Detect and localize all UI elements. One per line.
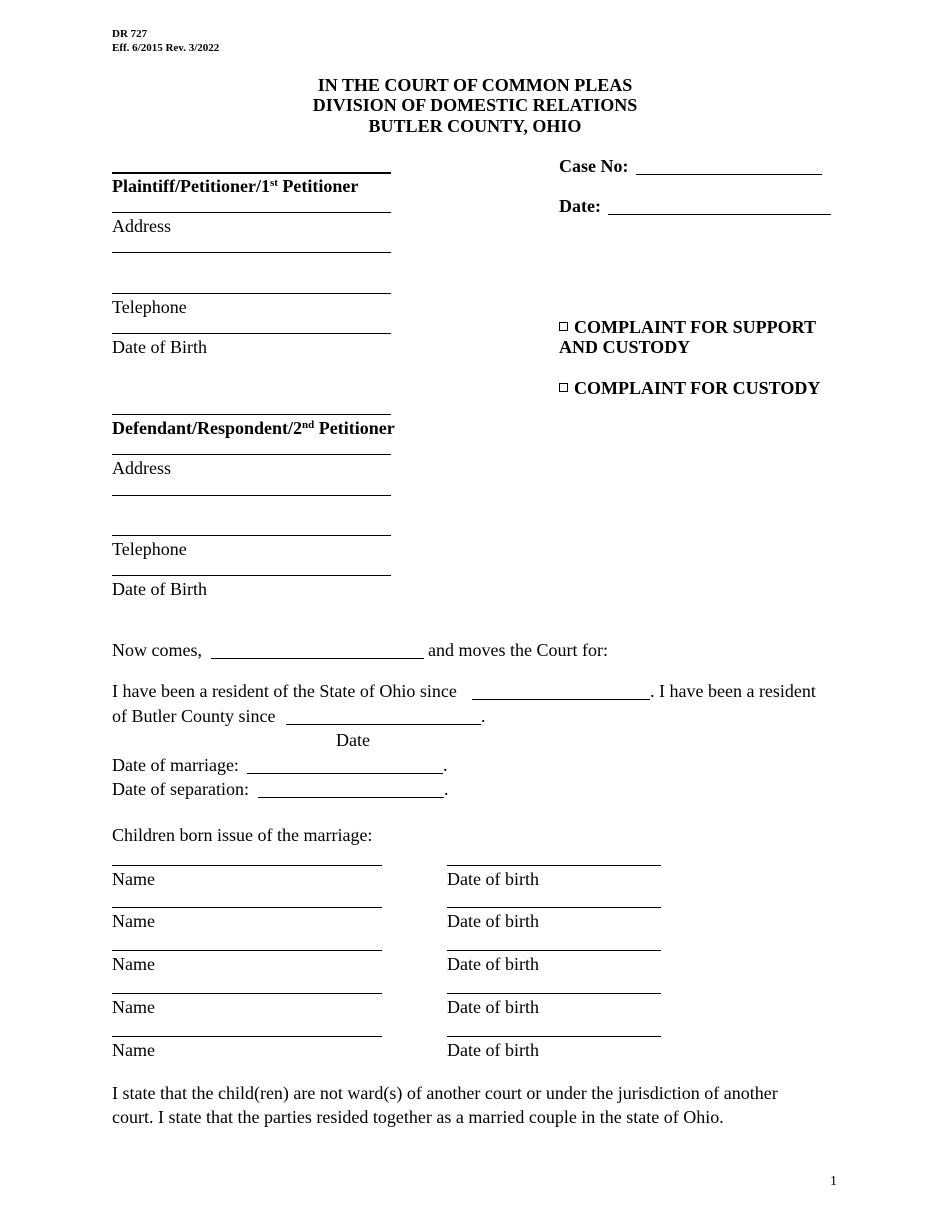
defendant-address-line-2[interactable] [112,495,391,496]
case-no-field[interactable] [636,174,822,175]
child-dob-label: Date of birth [447,911,539,931]
defendant-name-line[interactable] [112,414,391,415]
defendant-address-line-1[interactable] [112,454,391,455]
child-name-label: Name [112,997,155,1017]
option-support-custody-line2: AND CUSTODY [559,337,691,357]
resident-ohio-prefix: I have been a resident of the State of Ohio since [112,681,457,701]
resident-county-field[interactable] [286,724,481,725]
plaintiff-address-label: Address [112,216,171,236]
option-custody[interactable]: COMPLAINT FOR CUSTODY [559,377,820,399]
case-no-label: Case No: [559,156,629,176]
checkbox-icon[interactable] [559,322,568,331]
child-dob-field[interactable] [447,950,661,951]
date-label: Date: [559,196,601,216]
plaintiff-address-line-1[interactable] [112,212,391,213]
child-name-field[interactable] [112,950,382,951]
child-name-field[interactable] [112,1036,382,1037]
now-comes-prefix: Now comes, [112,640,202,660]
page-number: 1 [830,1174,837,1189]
defendant-address-label: Address [112,458,171,478]
plaintiff-telephone-line[interactable] [112,293,391,294]
resident-ohio-field[interactable] [472,699,650,700]
child-dob-label: Date of birth [447,954,539,974]
separation-label: Date of separation: [112,779,249,799]
now-comes-suffix: and moves the Court for: [428,640,608,660]
marriage-date-field[interactable] [247,773,443,774]
defendant-title: Defendant/Respondent/2nd Petitioner [112,418,395,438]
defendant-telephone-line[interactable] [112,535,391,536]
date-caption: Date [336,730,370,750]
resident-ohio-suffix: . I have been a resident [650,681,816,701]
child-name-field[interactable] [112,907,382,908]
form-revision: Eff. 6/2015 Rev. 3/2022 [112,42,220,54]
form-number: DR 727 [112,28,148,40]
court-name: IN THE COURT OF COMMON PLEAS [317,75,633,95]
separation-date-field[interactable] [258,797,444,798]
period: . [481,706,486,726]
statement-line-1: I state that the child(ren) are not ward(s) of another court or under the jurisdiction of another [112,1083,778,1103]
period: . [444,779,449,799]
plaintiff-telephone-label: Telephone [112,297,187,317]
plaintiff-title: Plaintiff/Petitioner/1st Petitioner [112,176,359,196]
marriage-label: Date of marriage: [112,755,239,775]
defendant-telephone-label: Telephone [112,539,187,559]
child-name-label: Name [112,954,155,974]
date-field[interactable] [608,214,831,215]
defendant-dob-label: Date of Birth [112,579,207,599]
plaintiff-dob-label: Date of Birth [112,337,207,357]
child-name-field[interactable] [112,865,382,866]
child-dob-label: Date of birth [447,1040,539,1060]
now-comes-field[interactable] [211,658,424,659]
children-label: Children born issue of the marriage: [112,825,373,845]
child-name-field[interactable] [112,993,382,994]
plaintiff-dob-line[interactable] [112,333,391,334]
child-name-label: Name [112,869,155,889]
child-name-label: Name [112,911,155,931]
child-dob-label: Date of birth [447,997,539,1017]
child-dob-field[interactable] [447,865,661,866]
child-dob-field[interactable] [447,993,661,994]
child-dob-label: Date of birth [447,869,539,889]
child-dob-field[interactable] [447,907,661,908]
defendant-dob-line[interactable] [112,575,391,576]
child-dob-field[interactable] [447,1036,661,1037]
plaintiff-name-line[interactable] [112,172,391,174]
court-division: DIVISION OF DOMESTIC RELATIONS [312,95,638,115]
checkbox-icon[interactable] [559,383,568,392]
statement-line-2: court. I state that the parties resided together as a married couple in the state of Ohio. [112,1107,724,1127]
child-name-label: Name [112,1040,155,1060]
resident-county-prefix: of Butler County since [112,706,276,726]
plaintiff-address-line-2[interactable] [112,252,391,253]
court-county: BUTLER COUNTY, OHIO [368,116,582,136]
period: . [443,755,448,775]
option-support-custody[interactable]: COMPLAINT FOR SUPPORT [559,316,816,338]
